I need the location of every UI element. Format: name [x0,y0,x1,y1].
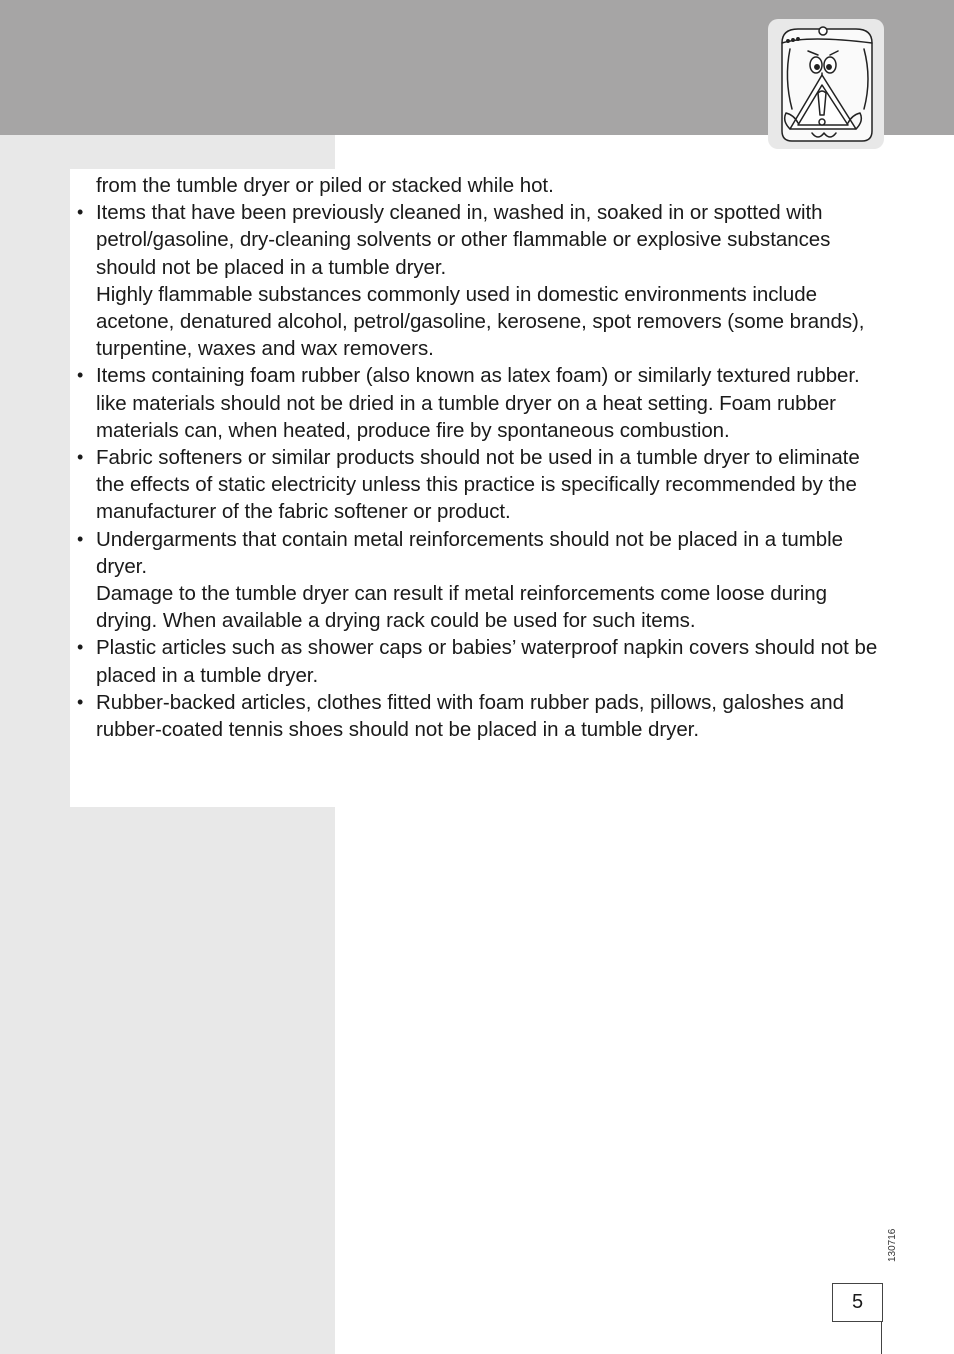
bullet-icon: • [77,528,84,549]
bullet-icon: • [77,202,84,223]
list-item [77,444,886,526]
list-item-text: Fabric softeners or similar products should not be used in a tumble dryer to eliminate the effects of static electricity unless this practice is specifically recommended by the manufacturer of the fabric softener or product. [96,446,860,524]
page-number: 5 [832,1283,883,1322]
list-item [77,689,886,743]
list-item-text: Items containing foam rubber (also known as latex foam) or similarly textured rubber. like materials should not be dried in a tumble dryer on a heat setting. Foam rubber materials can, when heated, produce fire by spontaneous combustion. [96,364,860,442]
document-code: 130716 [887,1228,898,1262]
intro-continuation: from the tumble dryer or piled or stacked while hot. [96,174,554,197]
list-item-text: Undergarments that contain metal reinforcements should not be placed in a tumble dryer. [96,527,843,578]
list-item [77,526,886,635]
bullet-icon: • [77,447,84,468]
list-item [77,199,886,362]
bullet-icon: • [77,691,84,712]
page-number-rule [881,1321,882,1354]
list-item-text: Rubber-backed articles, clothes fitted with foam rubber pads, pillows, galoshes and rubber-coated tennis shoes should not be placed in a tumble dryer. [96,690,844,742]
safety-text-block [77,172,886,743]
bullet-icon: • [77,637,84,658]
list-item [77,362,886,444]
list-item-text: Plastic articles such as shower caps or babies’ waterproof napkin covers should not be placed in a tumble dryer. [96,636,878,687]
list-item-note: Highly flammable substances commonly used in domestic environments include acetone, denatured alcohol, petrol/gasoline, kerosene, spot removers (some brands), turpentine, waxes and wax removers. [96,282,865,361]
list-item [77,634,886,688]
warning-mascot-icon [768,19,884,149]
list-item-text: Items that have been previously cleaned in, washed in, soaked in or spotted with petrol/gasoline, dry-cleaning solvents or other flammable or explosive substances should not be placed in a tumble dryer. [96,201,831,279]
list-item-note: Damage to the tumble dryer can result if metal reinforcements come loose during drying. When available a drying rack could be used for such items. [96,582,827,633]
bullet-icon: • [77,365,84,386]
